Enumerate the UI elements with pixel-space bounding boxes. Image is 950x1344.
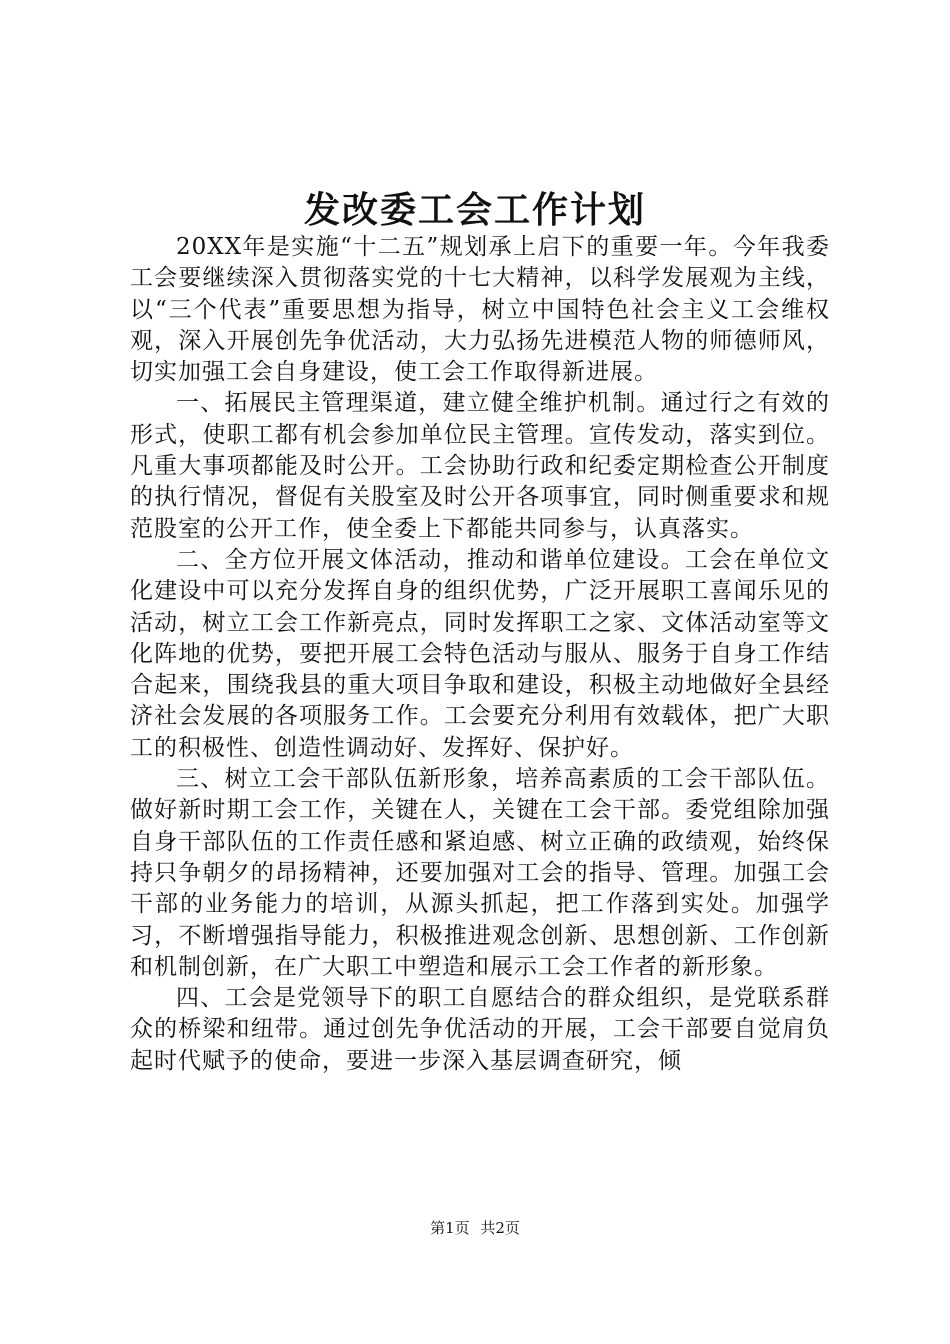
section-4-paragraph: 四、工会是党领导下的职工自愿结合的群众组织，是党联系群众的桥梁和纽带。通过创先争优活动的开展，工会干部要自觉肩负起时代赋予的使命，要进一步深入基层调查研究，倾 <box>130 985 830 1074</box>
section-2-paragraph: 二、全方位开展文体活动，推动和谐单位建设。工会在单位文化建设中可以充分发挥自身的组织优势，广泛开展职工喜闻乐见的活动，树立工会工作新亮点，同时发挥职工之家、文体活动室等文化阵地的优势，要把开展工会特色活动与服从、服务于自身工作结合起来，围绕我县的重大项目争取和建设，积极主动地做好全县经济社会发展的各项服务工作。工会要充分利用有效载体，把广大职工的积极性、创造性调动好、发挥好、保护好。 <box>130 546 830 761</box>
intro-paragraph: 20XX年是实施“十二五”规划承上启下的重要一年。今年我委工会要继续深入贯彻落实党的十七大精神，以科学发展观为主线，以“三个代表”重要思想为指导，树立中国特色社会主义工会维权观，深入开展创先争优活动，大力弘扬先进模范人物的师德师风，切实加强工会自身建设，使工会工作取得新进展。 <box>130 234 830 386</box>
section-3-paragraph: 三、树立工会干部队伍新形象，培养高素质的工会干部队伍。做好新时期工会工作，关键在人，关键在工会干部。委党组除加强自身干部队伍的工作责任感和紧迫感、树立正确的政绩观，始终保持只争朝夕的昂扬精神，还要加强对工会的指导、管理。加强工会干部的业务能力的培训，从源头抓起，把工作落到实处。加强学习，不断增强指导能力，积极推进观念创新、思想创新、工作创新和机制创新，在广大职工中塑造和展示工会工作者的新形象。 <box>130 766 830 980</box>
page-total: 共2页 <box>480 1219 520 1237</box>
page-number: 第1页 <box>430 1219 470 1237</box>
section-1-paragraph: 一、拓展民主管理渠道，建立健全维护机制。通过行之有效的形式，使职工都有机会参加单位民主管理。宣传发动，落实到位。凡重大事项都能及时公开。工会协助行政和纪委定期检查公开制度的执行情况，督促有关股室及时公开各项事宜，同时侧重要求和规范股室的公开工作，使全委上下都能共同参与，认真落实。 <box>130 390 830 542</box>
page-footer <box>0 1218 950 1238</box>
document-title: 发改委工会工作计划 <box>303 189 646 231</box>
document-body <box>130 232 830 1077</box>
